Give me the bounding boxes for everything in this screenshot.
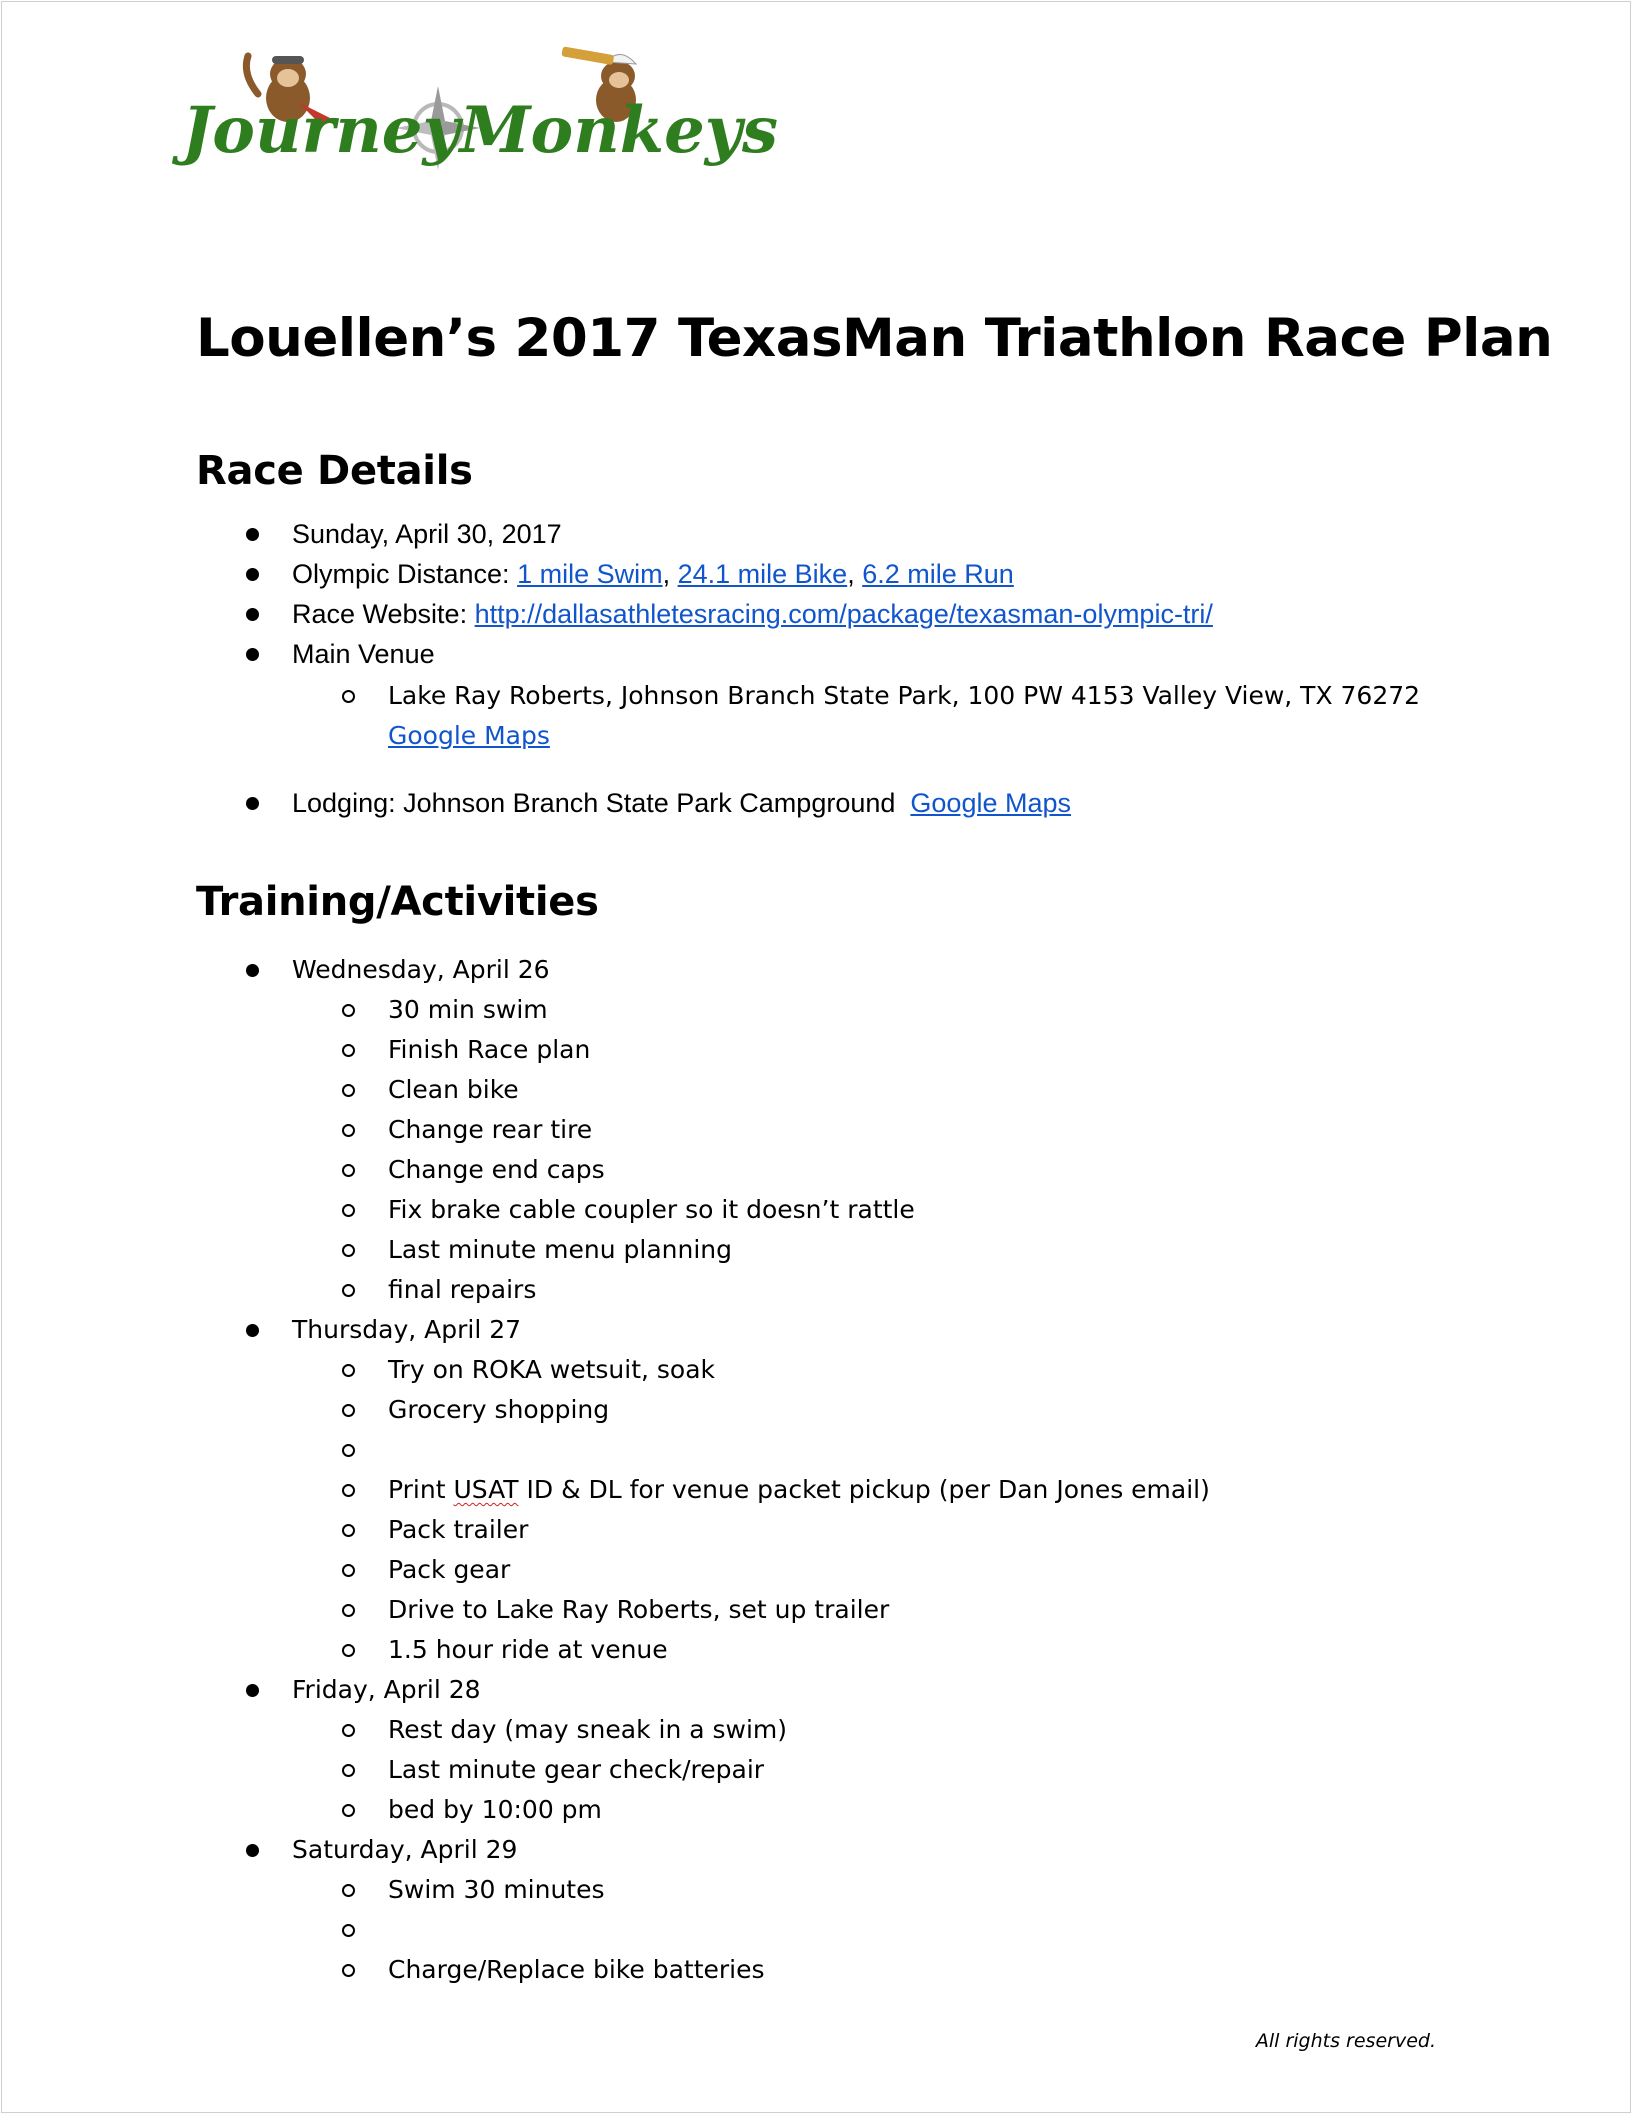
document-page: JourneyMonkeys Louellen’s 2017 TexasMan Triathlon Race Plan Race Details Sunday, April 30, 2017 Olympic Distance: 1 mile Swim, 24.1 mile Bike, 6.2 mile Run Race Website: http://dallasathletesracing.com/package/texasman-olympic-tri/ Main Venue Lake Ray Roberts, Johnson Branch State Park, 100 PW 4153 Valley View, TX 76272 Google Maps Lodging: Johnson Branch State Park Campground Google Maps Training/Activities Wednesday, April 26 30 min swim Finish Race plan Clean bike Change rear tire Change end caps Fix brake cable coupler so it doesn’t rattle Last minute menu planning final repairs Thursday, April 27 Try on ROKA wetsuit, soak Grocery shopping Print USAT ID & DL for venue packet pickup (per Dan Jones email) Pack trailer Pack gear Drive to Lake Ray Roberts, set up trailer 1.5 hour ride at venue Friday, April 28 Rest day (may sneak in a swim) Last minute gear check/repair bed by 10:00 pm Saturday, April 29 Swim 30 minutes Charge/Replace bike batteries All rights reserved. — [1, 1, 1631, 2113]
bullet-icon — [246, 1324, 259, 1337]
bullet-icon — [246, 528, 259, 541]
task-text: bed by 10:00 pm — [388, 1795, 602, 1824]
swim-link[interactable]: 1 mile Swim — [517, 559, 663, 589]
task-text: Pack trailer — [388, 1515, 529, 1544]
task-text: 1.5 hour ride at venue — [388, 1635, 668, 1664]
task-text: Clean bike — [388, 1075, 519, 1104]
task-text: Try on ROKA wetsuit, soak — [388, 1355, 716, 1384]
circle-bullet-icon — [342, 1764, 355, 1777]
bullet-icon — [246, 568, 259, 581]
task-text: Fix brake cable coupler so it doesn’t rattle — [388, 1195, 915, 1224]
task-text: 30 min swim — [388, 995, 548, 1024]
page-title: Louellen’s 2017 TexasMan Triathlon Race Plan — [196, 308, 1553, 369]
circle-bullet-icon — [342, 1244, 355, 1257]
task-text: Charge/Replace bike batteries — [388, 1955, 765, 1984]
venue-label: Main Venue — [292, 639, 435, 669]
task-text: Grocery shopping — [388, 1395, 610, 1424]
bike-link[interactable]: 24.1 mile Bike — [677, 559, 848, 589]
day-label: Friday, April 28 — [292, 1675, 481, 1704]
circle-bullet-icon — [342, 1284, 355, 1297]
circle-bullet-icon — [342, 1164, 355, 1177]
logo-graphic — [176, 40, 778, 175]
day-label: Saturday, April 29 — [292, 1835, 518, 1864]
circle-bullet-icon — [342, 1084, 355, 1097]
website-label: Race Website: — [292, 599, 475, 629]
journey-monkeys-logo — [176, 40, 778, 175]
race-website-link[interactable]: http://dallasathletesracing.com/package/texasman-olympic-tri/ — [474, 599, 1213, 629]
race-details-heading: Race Details — [196, 448, 473, 494]
bullet-icon — [246, 1684, 259, 1697]
circle-bullet-icon — [342, 1444, 355, 1457]
circle-bullet-icon — [342, 690, 355, 703]
circle-bullet-icon — [342, 1924, 355, 1937]
day-label: Thursday, April 27 — [292, 1315, 522, 1344]
task-text: Swim 30 minutes — [388, 1875, 605, 1904]
circle-bullet-icon — [342, 1644, 355, 1657]
circle-bullet-icon — [342, 1524, 355, 1537]
venue-address: Lake Ray Roberts, Johnson Branch State Park, 100 PW 4153 Valley View, TX 76272 — [388, 681, 1421, 710]
circle-bullet-icon — [342, 1484, 355, 1497]
bullet-icon — [246, 648, 259, 661]
task-text: Rest day (may sneak in a swim) — [388, 1715, 788, 1744]
venue-maps-link[interactable]: Google Maps — [388, 721, 550, 750]
footer-note: All rights reserved. — [1255, 2030, 1436, 2052]
task-text: Change end caps — [388, 1155, 605, 1184]
lodging-maps-link[interactable]: Google Maps — [910, 788, 1071, 818]
circle-bullet-icon — [342, 1964, 355, 1977]
task-text: Drive to Lake Ray Roberts, set up trailer — [388, 1595, 890, 1624]
circle-bullet-icon — [342, 1124, 355, 1137]
circle-bullet-icon — [342, 1884, 355, 1897]
bullet-icon — [246, 797, 259, 810]
circle-bullet-icon — [342, 1204, 355, 1217]
day-label: Wednesday, April 26 — [292, 955, 550, 984]
task-text: Pack gear — [388, 1555, 511, 1584]
bullet-icon — [246, 608, 259, 621]
race-date: Sunday, April 30, 2017 — [292, 519, 562, 549]
task-text: Finish Race plan — [388, 1035, 591, 1064]
logo-journey: JourneyMonkeys — [182, 93, 778, 168]
usat-word: USAT — [453, 1475, 519, 1504]
task-text: Change rear tire — [388, 1115, 593, 1144]
circle-bullet-icon — [342, 1004, 355, 1017]
run-link[interactable]: 6.2 mile Run — [862, 559, 1014, 589]
distance-label: Olympic Distance: — [292, 559, 518, 589]
lodging-label: Lodging: Johnson Branch State Park Campground — [292, 788, 896, 818]
bullet-icon — [246, 1844, 259, 1857]
bullet-icon — [246, 964, 259, 977]
circle-bullet-icon — [342, 1044, 355, 1057]
circle-bullet-icon — [342, 1564, 355, 1577]
training-heading: Training/Activities — [196, 879, 599, 925]
circle-bullet-icon — [342, 1404, 355, 1417]
task-text: final repairs — [388, 1275, 537, 1304]
task-text: Last minute gear check/repair — [388, 1755, 765, 1784]
circle-bullet-icon — [342, 1724, 355, 1737]
circle-bullet-icon — [342, 1364, 355, 1377]
circle-bullet-icon — [342, 1804, 355, 1817]
circle-bullet-icon — [342, 1604, 355, 1617]
task-text: Last minute menu planning — [388, 1235, 732, 1264]
